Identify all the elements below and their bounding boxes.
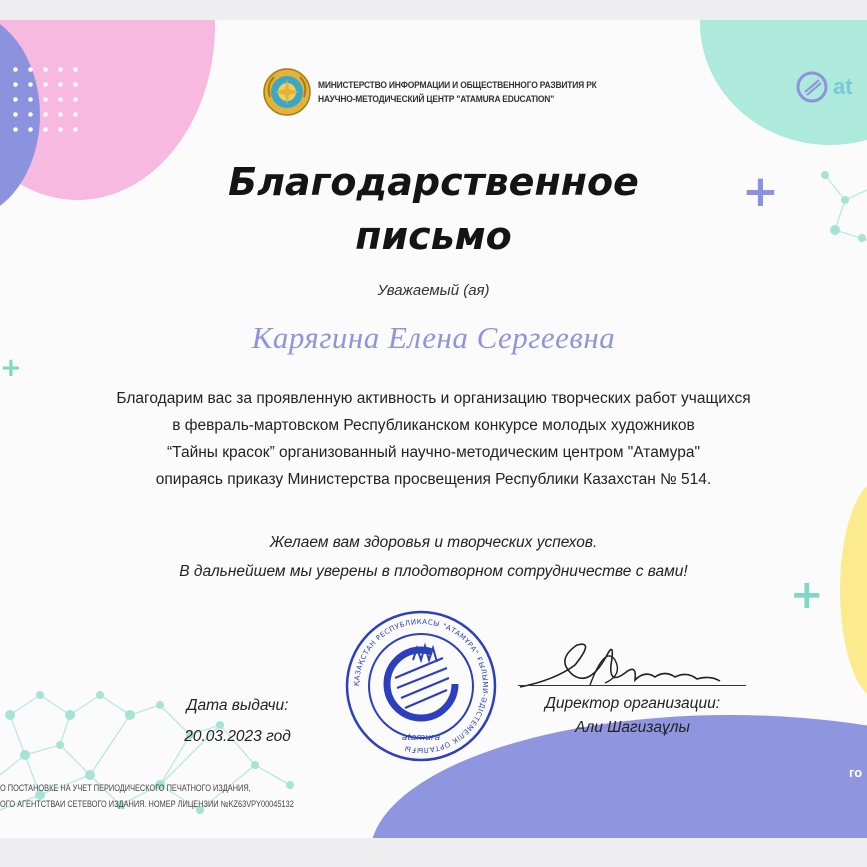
atamura-logo xyxy=(795,70,853,104)
atamura-logo-icon xyxy=(795,70,829,104)
wishes-line-2: В дальнейшем мы уверены в плодотворном сотрудничестве с вами! xyxy=(179,563,688,580)
seal-inner-text: atamura xyxy=(401,733,441,743)
seal-icon xyxy=(343,608,499,764)
footer-line-1: О ПОСТАНОВКЕ НА УЧЕТ ПЕРИОДИЧЕСКОГО ПЕЧАТНОГО ИЗДАНИЯ, xyxy=(0,783,251,793)
body-line-4: опираясь приказу Министерства просвещения Республики Казахстан № 514. xyxy=(155,471,712,488)
yellow-blob xyxy=(840,480,867,700)
body-line-3: “Тайны красок” организованный научно-методическим центром "Атамура" xyxy=(167,444,700,461)
center-name: НАУЧНО-МЕТОДИЧЕСКИЙ ЦЕНТР "ATAMURA EDUCATION" xyxy=(318,94,555,104)
issue-date-block xyxy=(170,690,305,752)
corner-text: го xyxy=(849,765,863,780)
signature-line xyxy=(518,685,746,686)
certificate-sheet xyxy=(0,20,867,838)
recipient-name: Карягина Елена Сергеевна xyxy=(251,320,616,355)
dot-grid-decoration xyxy=(8,62,78,132)
plus-icon: + xyxy=(742,166,779,217)
issuer-header xyxy=(262,67,621,117)
title-line-1: Благодарственное xyxy=(228,160,639,204)
issue-date-label: Дата выдачи: xyxy=(186,697,289,714)
director-block xyxy=(520,692,745,740)
director-name: Али Шагизаұлы xyxy=(575,719,690,736)
plus-icon: + xyxy=(790,572,824,618)
director-title: Директор организации: xyxy=(544,695,721,712)
title-line-2: письмо xyxy=(355,214,512,258)
body-line-2: в февраль-мартовском Республиканском конкурсе молодых художников xyxy=(172,417,695,434)
seal-outer-text: ҚАЗАҚСТАН РЕСПУБЛИКАСЫ "АТАМҰРА" ҒЫЛЫМИ-ӘДІСТЕМЕЛІК ОРТАЛЫҒЫ xyxy=(352,617,490,755)
footer-license-note xyxy=(0,780,294,812)
issue-date-value: 20.03.2023 год xyxy=(184,728,291,745)
salutation: Уважаемый (ая) xyxy=(377,282,490,299)
wishes-line-1: Желаем вам здоровья и творческих успехов. xyxy=(269,534,598,551)
gratitude-text xyxy=(0,385,867,493)
kazakhstan-emblem-icon xyxy=(262,67,312,117)
plus-icon: + xyxy=(0,353,22,383)
wishes-text xyxy=(0,528,867,586)
logo-text: at xyxy=(833,74,853,99)
ministry-name: МИНИСТЕРСТВО ИНФОРМАЦИИ И ОБЩЕСТВЕННОГО РАЗВИТИЯ РК xyxy=(318,80,597,90)
document-title xyxy=(0,155,867,263)
body-line-1: Благодарим вас за проявленную активность и организацию творческих работ учащихся xyxy=(116,390,751,407)
footer-line-2: ОГО АГЕНТСТВАИ СЕТЕВОГО ИЗДАНИЯ. НОМЕР ЛИЦЕНЗИИ №KZ63VPY00045132 xyxy=(0,799,294,809)
